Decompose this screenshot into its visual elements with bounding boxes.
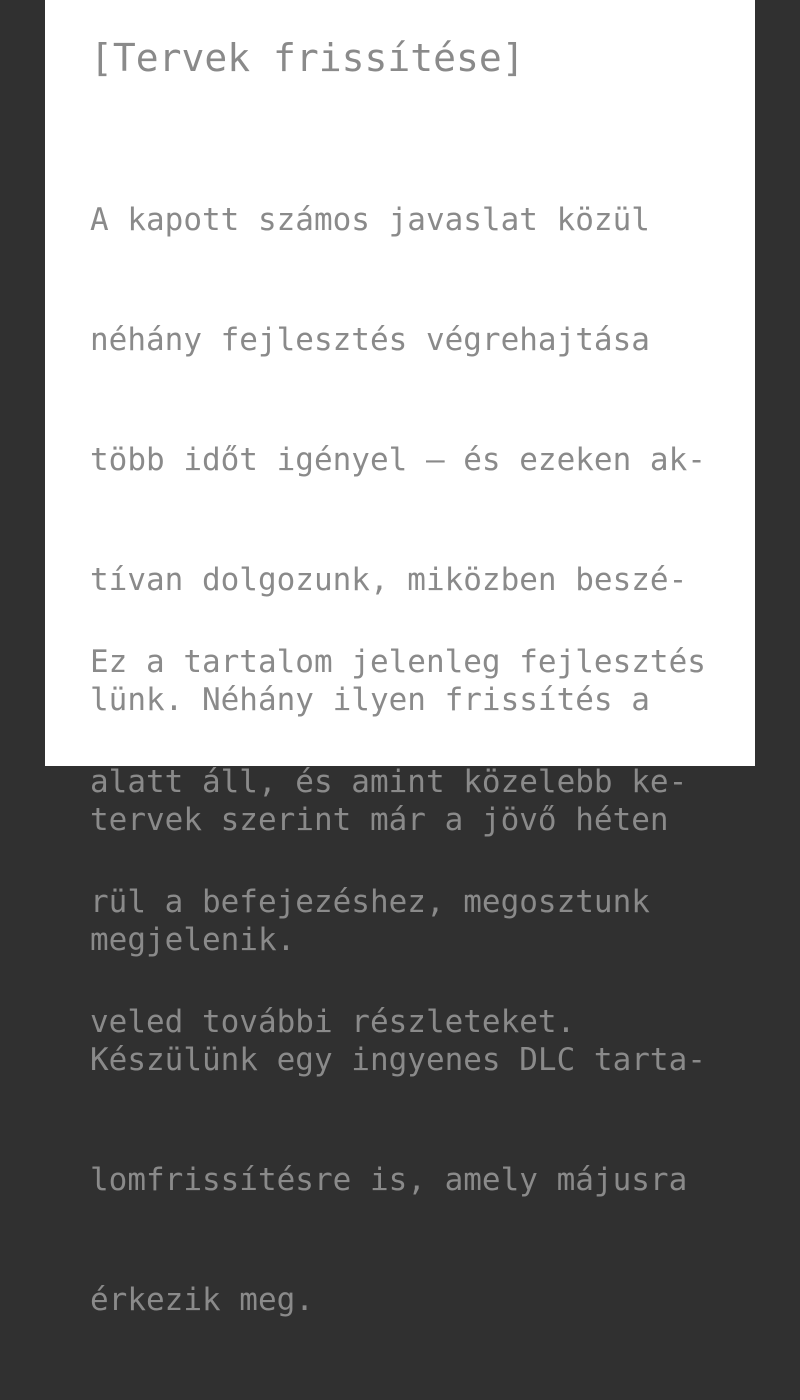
text-line: több időt igényel – és ezeken ak-	[90, 442, 706, 478]
page-title: [Tervek frissítése]	[90, 36, 525, 80]
text-line: érkezik meg.	[90, 1282, 314, 1318]
text-line: néhány fejlesztés végrehajtása	[90, 322, 650, 358]
document-page	[45, 0, 755, 1318]
text-line: lomfrissítésre is, amely májusra	[90, 1162, 688, 1198]
text-line: rül a befejezéshez, megosztunk	[90, 884, 650, 920]
text-line: Készülünk egy ingyenes DLC tarta-	[90, 1042, 706, 1078]
text-line: tervek szerint már a jövő héten	[90, 802, 669, 838]
text-line: tívan dolgozunk, miközben beszé-	[90, 562, 688, 598]
text-line: Ez a tartalom jelenleg fejlesztés	[90, 644, 706, 680]
text-line: A kapott számos javaslat közül	[90, 202, 650, 238]
text-line: megjelenik.	[90, 922, 296, 958]
text-line: veled további részleteket.	[90, 1004, 576, 1040]
text-line: lünk. Néhány ilyen frissítés a	[90, 682, 650, 718]
paragraph-2	[90, 562, 706, 1122]
text-line: alatt áll, és amint közelebb ke-	[90, 764, 688, 800]
